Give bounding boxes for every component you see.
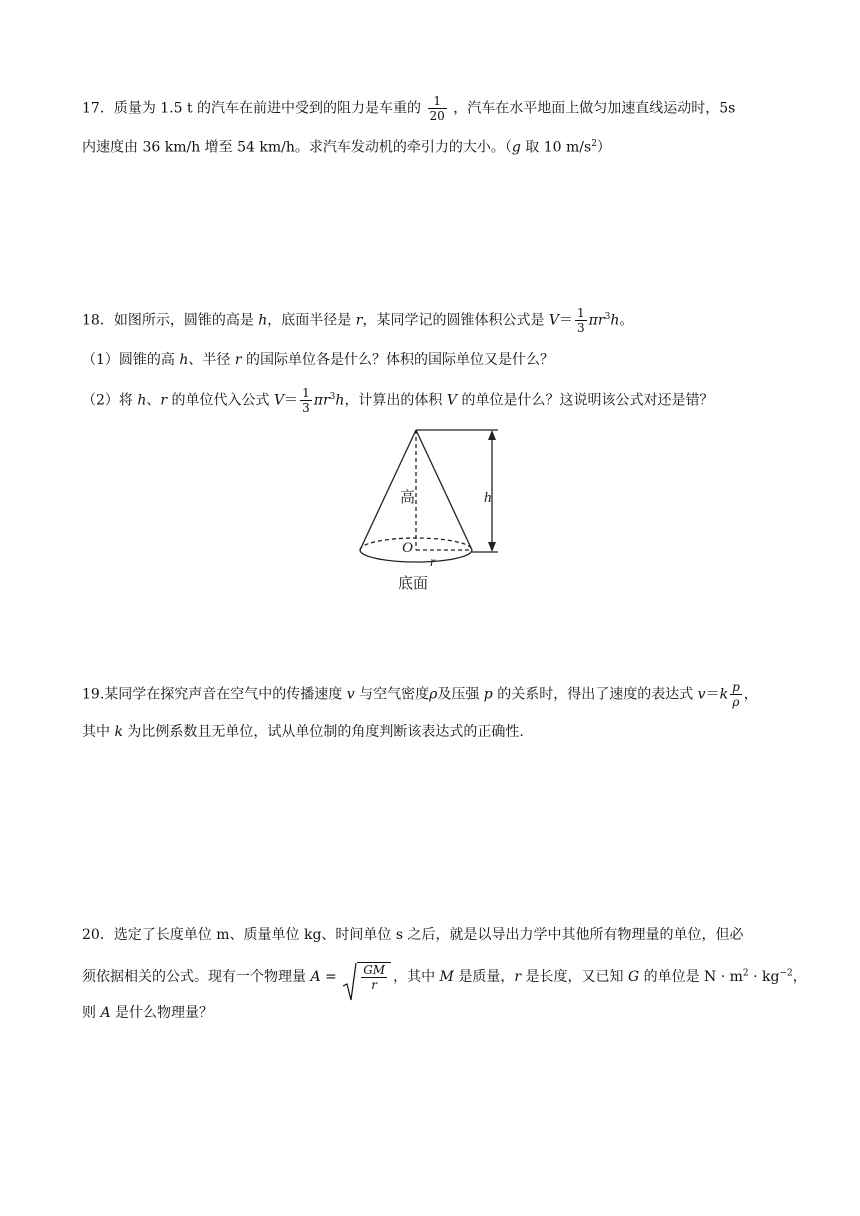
q19-fraction: $\frac{p}{\rho}$ bbox=[732, 680, 740, 709]
label-base: 底面 bbox=[398, 574, 429, 592]
q17-line1: 17．质量为 1.5 t 的汽车在前进中受到的阻力是车重的 $\frac{1}{20}$ ，汽车在水平地面上做匀加速直线运动时，5s bbox=[82, 94, 736, 123]
q18-sub1: （1）圆锥的高 h、半径 r 的国际单位各是什么？体积的国际单位又是什么？ bbox=[82, 352, 554, 368]
q19-line2: 其中 k 为比例系数且无单位，试从单位制的角度判断该表达式的正确性. bbox=[82, 724, 524, 740]
label-gao: 高 bbox=[400, 488, 416, 506]
q19-line1: 19.某同学在探究声音在空气中的传播速度 v 与空气密度ρ及压强 p 的关系时，得出了速度的表达式 v＝k $\frac{p}{\rho}$ ， bbox=[82, 680, 758, 709]
label-r: r bbox=[430, 555, 436, 570]
cone-right-edge bbox=[416, 430, 472, 550]
q20-line3: 则 A 是什么物理量？ bbox=[82, 1005, 214, 1021]
q18-line1: 18．如图所示，圆锥的高是 h，底面半径是 r，某同学记的圆锥体积公式是 V＝ $\frac{1}{3}$ $\pi r^3h$。 bbox=[82, 306, 634, 335]
q18-fraction-2: $\frac{1}{3}$ bbox=[302, 386, 310, 415]
q17-line2: 内速度由 36 km/h 增至 54 km/h。求汽车发动机的牵引力的大小。（g 取 10 $m/s^2$） bbox=[82, 139, 611, 156]
q20-sqrt: $\frac{GM}{r}$ bbox=[343, 962, 391, 992]
height-arrow-down bbox=[488, 542, 496, 552]
cone-base-front bbox=[360, 550, 472, 562]
q18-sub2: （2）将 h、r 的单位代入公式 V＝ $\frac{1}{3}$ $\pi r^3h$，计算出的体积 V 的单位是什么？这说明该公式对还是错？ bbox=[82, 386, 714, 415]
cone-figure bbox=[350, 424, 510, 596]
label-h: h bbox=[484, 490, 492, 506]
q20-line2: 须依据相关的公式。现有一个物理量 A = $\frac{GM}{r}$ ，其中 M 是质量，r 是长度，又已知 G 的单位是 $N \cdot m^2 \cdot kg^{-2}$， bbox=[82, 962, 807, 992]
q17-fraction: $\frac{1}{20}$ bbox=[429, 94, 445, 123]
q20-line1: 20．选定了长度单位 m、质量单位 kg、时间单位 s 之后，就是以导出力学中其他所有物理量的单位，但必 bbox=[82, 927, 744, 943]
sqrt-sign-icon bbox=[343, 962, 357, 1002]
label-o: O bbox=[402, 540, 413, 556]
height-arrow-up bbox=[488, 430, 496, 440]
q18-fraction: $\frac{1}{3}$ bbox=[577, 306, 585, 335]
